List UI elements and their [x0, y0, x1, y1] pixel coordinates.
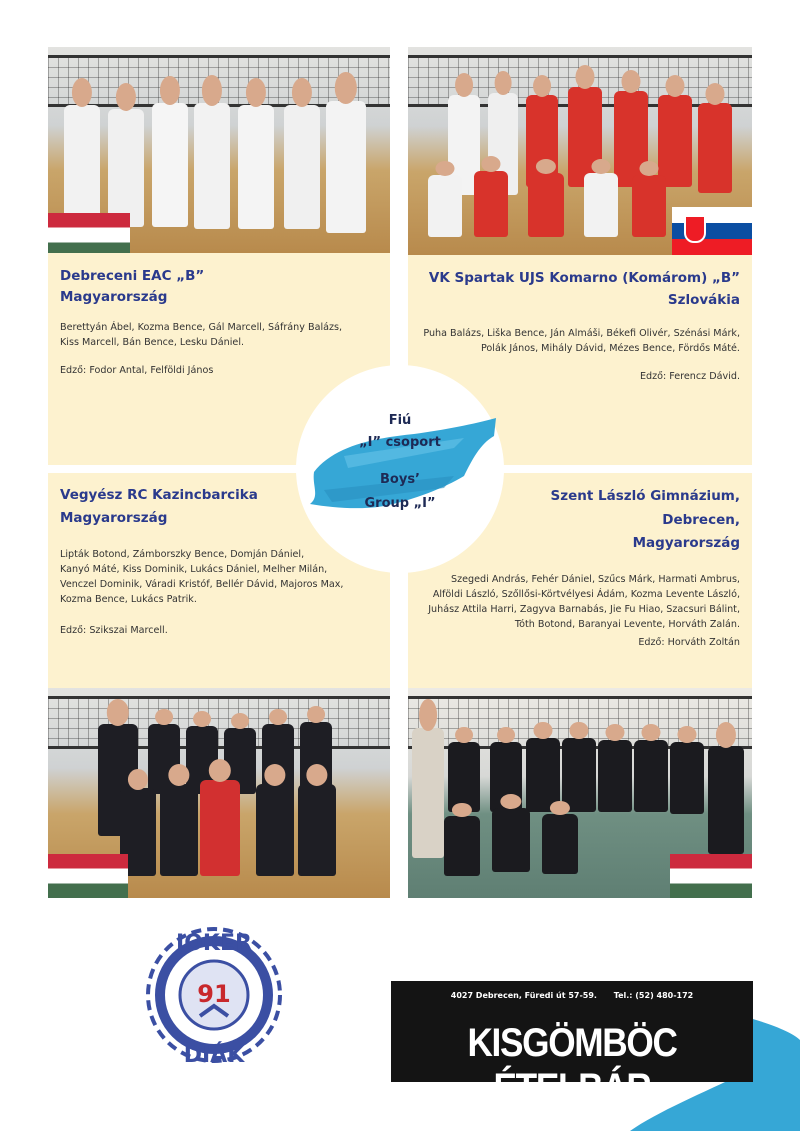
coach-line: Edző: Horváth Zoltán — [638, 637, 740, 648]
player — [542, 814, 578, 874]
player — [108, 109, 144, 227]
player — [412, 728, 444, 858]
player — [200, 780, 240, 876]
player — [492, 808, 530, 872]
team-photo-deac — [48, 47, 390, 253]
player — [448, 742, 480, 812]
team-photo-kazincbarcika — [48, 688, 390, 898]
roster-line: Alföldi László, Szőllősi-Körtvélyesi Ádám, Kozma Levente László, — [432, 589, 740, 600]
player — [698, 103, 732, 193]
roster-line: Puha Balázs, Liška Bence, Ján Almáši, Békefi Olivér, Szénási Márk, — [423, 328, 740, 339]
svg-text:91: 91 — [197, 980, 231, 1008]
player — [598, 740, 632, 812]
roster-line: Lipták Botond, Zámborszky Bence, Domján Dániel, — [60, 549, 305, 560]
ad-address: 4027 Debrecen, Füredi út 57-59. — [450, 991, 597, 1000]
team-photo-komarno — [408, 47, 752, 255]
roster-line: Kanyó Máté, Kiss Dominik, Lukács Dániel, Melher Milán, — [60, 564, 328, 575]
roster-line: Tóth Botond, Baranyai Levente, Horváth Zalán. — [514, 619, 740, 630]
player — [64, 105, 100, 227]
player — [160, 784, 198, 876]
player — [326, 101, 366, 233]
team-country: Szlovákia — [667, 292, 740, 308]
joker-diak-logo — [134, 920, 294, 1070]
player — [670, 742, 704, 814]
roster-line: Polák János, Mihály Dávid, Mézes Bence, Fördős Máté. — [480, 343, 740, 354]
player — [528, 173, 564, 237]
player — [444, 816, 480, 876]
coach-line: Edző: Szikszai Marcell. — [60, 625, 168, 636]
ad-phone: Tel.: (52) 480-172 — [613, 991, 694, 1000]
slovakia-flag — [672, 207, 752, 255]
team-name: VK Spartak UJS Komarno (Komárom) „B” — [428, 270, 740, 286]
player — [708, 746, 744, 854]
player — [298, 784, 336, 876]
ad-restaurant-name: KISGÖMBÖC ÉTELBÁR — [467, 1021, 677, 1110]
group-label-en-1: Boys’ — [380, 472, 420, 487]
roster-line: Kiss Marcell, Bán Bence, Lesku Dániel. — [60, 337, 245, 348]
player — [658, 95, 692, 187]
group-label-hu-1: Fiú — [388, 413, 412, 428]
player — [474, 171, 508, 237]
team-country: Magyarország — [60, 289, 168, 305]
roster-line: Berettyán Ábel, Kozma Bence, Gál Marcell, Sáfrány Balázs, — [60, 322, 343, 333]
team-name: Debreceni EAC „B” — [60, 268, 205, 284]
svg-text:DIÁK: DIÁK — [183, 1043, 245, 1068]
coach-line: Edző: Fodor Antal, Felföldi János — [60, 365, 214, 376]
team-country: Magyarország — [60, 510, 168, 526]
roster-line: Juhász Attila Harri, Zagyva Barnabás, Jie Fu Hiao, Szacsuri Bálint, — [428, 604, 740, 615]
team-photo-szent-laszlo — [408, 688, 752, 898]
player — [238, 105, 274, 229]
group-label-hu-2: „I” csoport — [359, 435, 441, 450]
player — [634, 740, 668, 812]
player — [256, 784, 294, 876]
player — [284, 105, 320, 229]
roster-line: Venczel Dominik, Váradi Kristóf, Bellér Dávid, Majoros Max, — [60, 579, 344, 590]
slovakia-crest-icon — [684, 215, 706, 243]
ad-address-line — [391, 991, 753, 1000]
hungary-flag — [48, 213, 130, 253]
group-label-en-2: Group „I” — [364, 496, 436, 511]
svg-text:JOKER: JOKER — [176, 931, 252, 956]
team-name: Szent László Gimnázium, — [550, 488, 740, 504]
hungary-flag — [670, 854, 752, 898]
team-country: Magyarország — [632, 535, 740, 551]
player — [632, 175, 666, 237]
player — [562, 738, 596, 812]
player — [584, 173, 618, 237]
player — [194, 103, 230, 229]
player — [152, 103, 188, 227]
team-name: Debrecen, — [662, 512, 740, 528]
hungary-flag — [48, 854, 128, 898]
roster-line: Szegedi András, Fehér Dániel, Szűcs Márk, Harmati Ambrus, — [451, 574, 740, 585]
roster-line: Kozma Bence, Lukács Patrik. — [60, 594, 197, 605]
coach-line: Edző: Ferencz Dávid. — [639, 371, 740, 382]
team-name: Vegyész RC Kazincbarcika — [60, 487, 258, 503]
player — [428, 175, 462, 237]
kisgomboc-ad — [391, 981, 753, 1110]
